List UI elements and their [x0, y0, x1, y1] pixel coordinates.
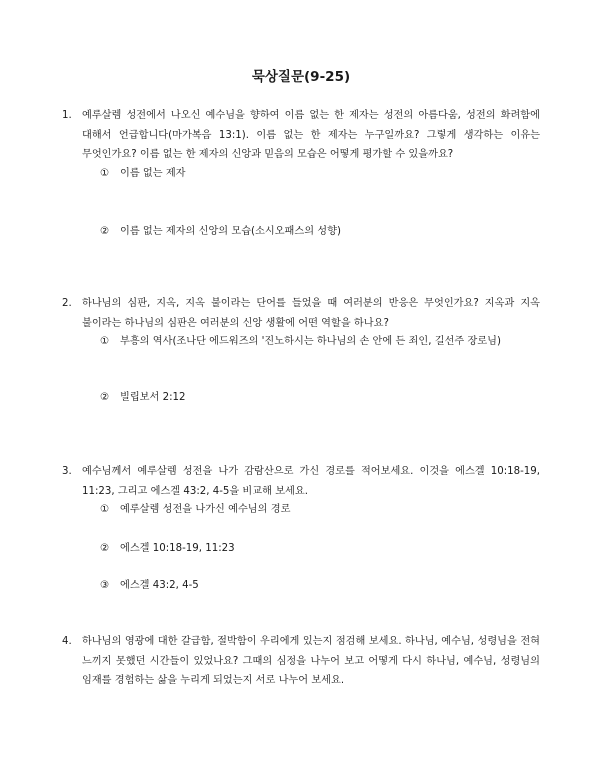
sub-marker: ①: [100, 168, 110, 179]
sub-marker: ②: [100, 543, 110, 554]
sub-text: 에스겔 43:2, 4-5: [120, 580, 199, 591]
question-number: 3.: [62, 466, 72, 477]
question-text: 예수님께서 예루살렘 성전을 나가 감람산으로 가신 경로를 적어보세요. 이것을 에스겔 10:18-19, 11:23, 그리고 에스겔 43:2, 4-5을 비교해 보세요.: [82, 466, 540, 497]
sub-text: 이름 없는 제자: [120, 168, 186, 179]
sub-text: 이름 없는 제자의 신앙의 모습(소시오패스의 성향): [120, 226, 341, 237]
sub-marker: ②: [100, 392, 110, 403]
question-2-sub-2: [100, 390, 540, 406]
question-text: 하나님의 심판, 지옥, 지옥 불이라는 단어를 들었을 때 여러분의 반응은 무엇인가요? 지옥과 지옥 불이라는 하나님의 심판은 여러분의 신앙 생활에 어떤 역할을 하나요?: [82, 298, 540, 329]
question-1: [62, 106, 540, 165]
question-number: 4.: [62, 636, 72, 647]
question-3-sub-3: [100, 578, 540, 594]
sub-marker: ①: [100, 504, 110, 515]
question-4: [62, 632, 540, 691]
question-2: [62, 294, 540, 333]
question-1-sub-2: [100, 224, 540, 240]
question-1-sub-1: [100, 166, 540, 182]
sub-marker: ①: [100, 336, 110, 347]
sub-text: 부흥의 역사(조나단 에드워즈의 '진노하시는 하나님의 손 안에 든 죄인, 길선주 장로님): [120, 336, 501, 347]
question-text: 예루살렘 성전에서 나오신 예수님을 향하여 이름 없는 한 제자는 성전의 아름다움, 성전의 화려함에 대해서 언급합니다(마가복음 13:1). 이름 없는 한 제자는 누구일까요? 그렇게 생각하는 이유는 무엇인가요? 이름 없는 한 제자의 신앙과 믿음의 모습은 어떻게 평가할 수 있을까요?: [82, 110, 540, 160]
page-title: 묵상질문(9-25): [251, 69, 351, 85]
question-number: 2.: [62, 298, 72, 309]
sub-marker: ②: [100, 226, 110, 237]
sub-text: 빌립보서 2:12: [120, 392, 186, 403]
question-text: 하나님의 영광에 대한 갈급함, 절박함이 우리에게 있는지 점검해 보세요. 하나님, 예수님, 성령님을 전혀 느끼지 못했던 시간들이 있었나요? 그때의 심정을 나누어 보고 어떻게 다시 하나님, 예수님, 성령님의 임재를 경험하는 삶을 누리게 되었는지 서로 나누어 보세요.: [82, 636, 540, 686]
question-2-sub-1: [100, 334, 540, 350]
question-3-sub-1: [100, 502, 540, 518]
sub-text: 에스겔 10:18-19, 11:23: [120, 543, 235, 554]
question-3: [62, 462, 540, 501]
question-3-sub-2: [100, 541, 540, 557]
sub-marker: ③: [100, 580, 110, 591]
sub-text: 예루살렘 성전을 나가신 예수님의 경로: [120, 504, 291, 515]
question-number: 1.: [62, 110, 72, 121]
